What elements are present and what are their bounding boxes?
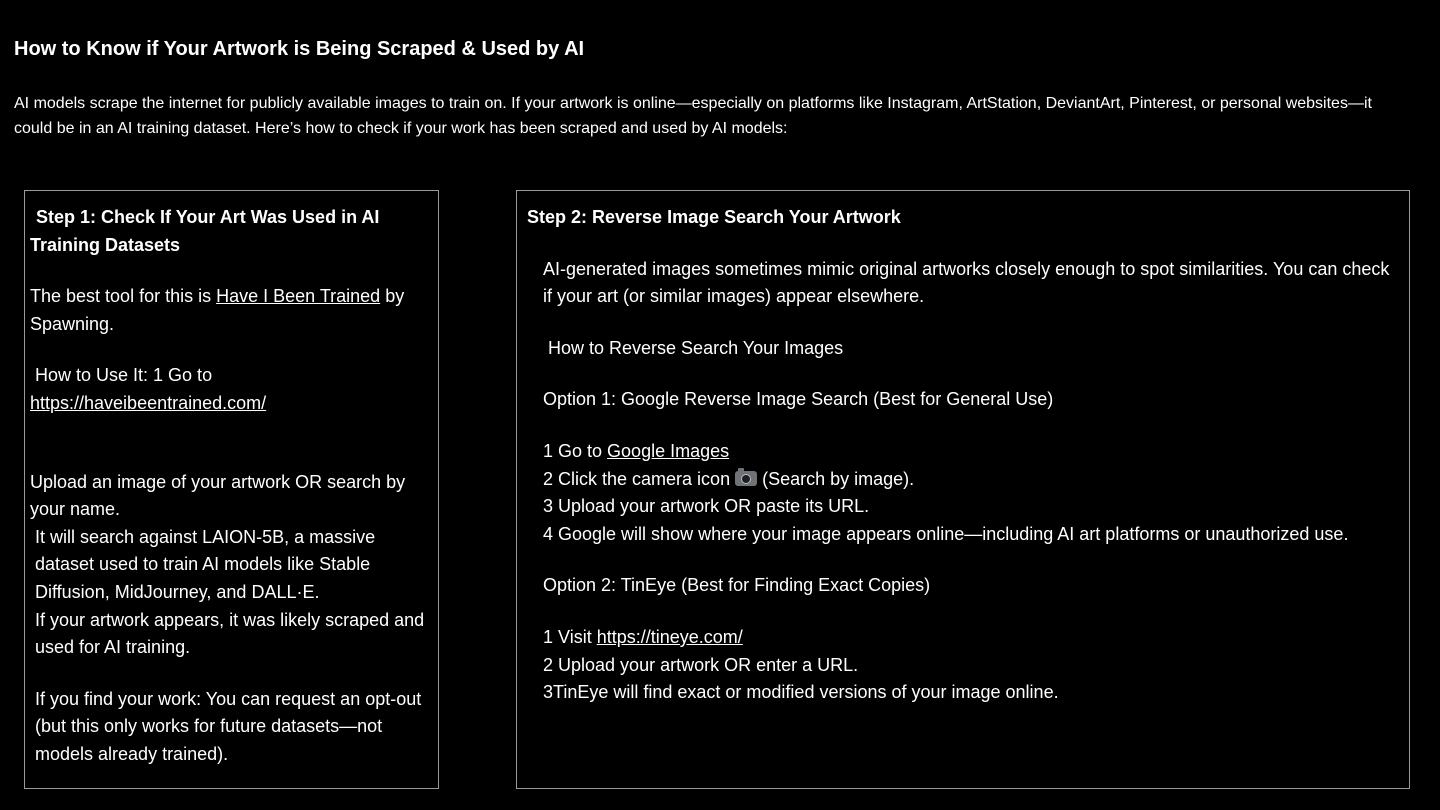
step2-card	[516, 190, 1410, 789]
step1-title-line1: Step 1: Check If Your Art Was Used in AI	[36, 207, 380, 227]
step2-intro: AI-generated images sometimes mimic original artworks closely enough to spot similarities. You can check if your art (or similar images) appear elsewhere.	[543, 258, 1390, 307]
option1-step1-prefix: 1 Go to	[543, 440, 608, 461]
tineye-url-link[interactable]: https://tineye.com/	[596, 626, 743, 647]
step1-card	[24, 190, 439, 789]
option1-step1	[543, 438, 1401, 466]
page-title: How to Know if Your Artwork is Being Scraped & Used by AI	[14, 38, 585, 60]
option1-step2-prefix: 2 Click the camera icon	[543, 468, 736, 489]
step1-title-line2: Training Datasets	[30, 234, 181, 255]
best-tool-text	[30, 283, 433, 338]
appears-text: If your artwork appears, it was likely scraped and used for AI training.	[35, 609, 425, 658]
option1-steps	[543, 438, 1401, 548]
option2-heading: Option 2: TinEye (Best for Finding Exact Copies)	[543, 575, 931, 596]
step2-title: Step 2: Reverse Image Search Your Artwork	[527, 207, 901, 227]
find-work-text: If you find your work: You can request an opt-out (but this only works for future datasets—not models already trained).	[35, 688, 422, 764]
google-images-link[interactable]: Google Images	[607, 440, 730, 461]
how-to-use-prefix: How to Use It: 1 Go to	[35, 365, 213, 386]
option1-step4: 4 Google will show where your image appears online—including AI art platforms or unauthorized use.	[543, 523, 1349, 544]
option1-step2	[543, 466, 1401, 494]
option2-step3: 3TinEye will find exact or modified versions of your image online.	[543, 682, 1059, 703]
camera-icon	[735, 471, 757, 486]
upload-text: Upload an image of your artwork OR search by your name.	[30, 471, 406, 520]
have-i-been-trained-link[interactable]: Have I Been Trained	[216, 286, 381, 307]
best-tool-prefix: The best tool for this is	[30, 286, 217, 307]
option1-heading: Option 1: Google Reverse Image Search (Best for General Use)	[543, 389, 1054, 410]
option1-step3: 3 Upload your artwork OR paste its URL.	[543, 496, 870, 517]
step1-title	[30, 204, 433, 259]
search-text: It will search against LAION-5B, a massive dataset used to train AI models like Stable Diffusion, MidJourney, and DALL·E.	[35, 526, 376, 602]
option2-step1	[543, 624, 1401, 652]
option2-steps	[543, 624, 1401, 707]
option2-step2: 2 Upload your artwork OR enter a URL.	[543, 654, 859, 675]
how-to-use-text	[30, 362, 433, 417]
haveibeentrained-url-link[interactable]: https://haveibeentrained.com/	[30, 392, 267, 413]
option2-step1-prefix: 1 Visit	[543, 626, 597, 647]
option1-step2-suffix: (Search by image).	[757, 468, 915, 489]
how-to-reverse-heading: How to Reverse Search Your Images	[548, 337, 844, 358]
intro-paragraph: AI models scrape the internet for publicly available images to train on. If your artwork is online—especially on platforms like Instagram, ArtStation, DeviantArt, Pinterest, or personal websites—it could be in an AI training dataset. Here’s how to check if your work has been scraped and used by AI models:	[14, 95, 1372, 137]
best-tool-suffix: by Spawning.	[30, 286, 405, 334]
